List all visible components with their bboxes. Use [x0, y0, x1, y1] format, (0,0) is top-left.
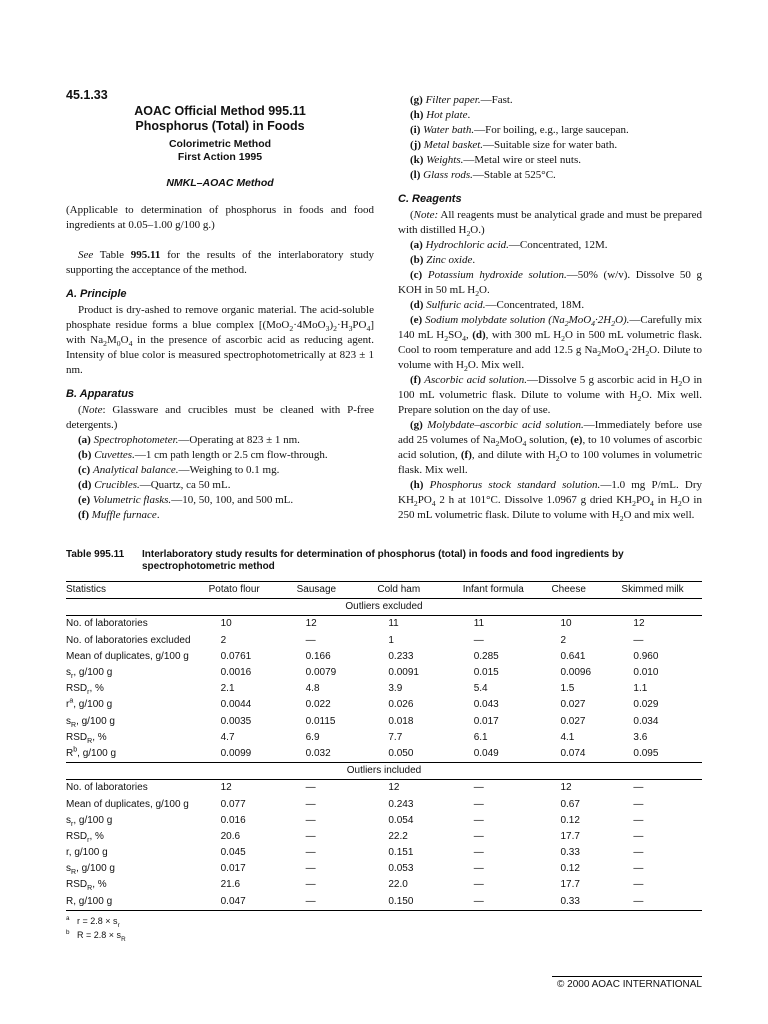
table-cell: 11 — [473, 618, 485, 630]
table-row — [66, 877, 702, 893]
table-cell: 4.1 — [560, 731, 575, 743]
table-cell: 0.0761 — [220, 650, 252, 662]
table-cell: — — [473, 895, 484, 907]
column-header: Statistics — [66, 584, 107, 596]
nmkl-label: NMKL–AOAC Method — [166, 177, 274, 189]
table-cell: — — [633, 830, 644, 842]
table-cell: 0.018 — [388, 715, 414, 727]
table-cell: 0.12 — [560, 863, 580, 875]
table-cell: 3.9 — [388, 683, 403, 695]
table-cell: — — [473, 830, 484, 842]
row-label: $RSD_r$, % — [66, 683, 104, 697]
table-cell: — — [305, 814, 316, 826]
table-cell: 22.0 — [388, 879, 408, 891]
row-label: No. of laboratories — [66, 618, 148, 630]
table-cell: 0.285 — [473, 650, 499, 662]
group-header-included: Outliers included — [66, 763, 702, 780]
table-row — [66, 829, 702, 845]
table-cell: 7.7 — [388, 731, 403, 743]
table-row — [66, 697, 702, 713]
row-label: $s_r$, g/100 g — [66, 814, 113, 828]
table-header-row — [66, 582, 702, 599]
table-cell: 17.7 — [560, 879, 580, 891]
method-status: First Action 1995 — [177, 151, 263, 163]
table-cell: 0.026 — [388, 699, 414, 711]
table-cell: 1 — [388, 634, 394, 646]
table-cell: 1.5 — [560, 683, 575, 695]
table-cell: 0.016 — [220, 814, 246, 826]
table-cell: 0.0044 — [220, 699, 252, 711]
reagents-heading: C. Reagents — [398, 193, 462, 205]
table-row — [66, 730, 702, 746]
method-header — [66, 104, 374, 189]
table-cell: 0.029 — [633, 699, 659, 711]
table-cell: 20.6 — [220, 830, 241, 842]
table-cell: 0.0091 — [388, 667, 419, 679]
table-cell: 0.054 — [388, 814, 414, 826]
table-row — [66, 714, 702, 730]
table-row — [66, 813, 702, 829]
table-cell: — — [305, 634, 316, 646]
method-subtitle: Phosphorus (Total) in Foods — [135, 119, 305, 133]
table-cell: — — [633, 814, 644, 826]
table-cell: — — [473, 863, 484, 875]
apparatus-item: (e) Volumetric flasks.—10, 50, 100, and 500 mL. — [78, 494, 294, 506]
row-label: Mean of duplicates, g/100 g — [66, 798, 189, 810]
row-label: $RSD_R$, % — [66, 879, 107, 893]
table-cell: — — [473, 847, 484, 859]
table-cell: — — [305, 798, 316, 810]
table-cell: 0.045 — [220, 847, 246, 859]
apparatus-item: (i) Water bath.—For boiling, e.g., large saucepan. — [410, 124, 629, 136]
table-cell: 0.047 — [220, 895, 246, 907]
table-cell: 0.0096 — [560, 667, 592, 679]
reagent-f: (f) Ascorbic acid solution.—Dissolve 5 g ascorbic acid in $H_2O$ in 100 mL volumetric flask. Dilute to volume with $H_2O$. Mix well. Prepare solution on the day of use. — [398, 374, 703, 416]
reagent-h: (h) Phosphorus stock standard solution.—1.0 mg P/mL. Dry $KH_2PO_4$ 2 h at 101°C. Dissolve 1.0967 g dried $KH_2PO_4$ in $H_2O$ in 250 mL volumetric flask. Dilute to volume with $H_2O$ and mix well. — [398, 479, 703, 524]
footnote-a: $^a$ $r = 2.8 \times s_r$ — [66, 914, 120, 929]
table-row — [66, 633, 702, 649]
table-cell: 10 — [560, 618, 572, 630]
reagent-c: (c) Potassium hydroxide solution.—50% (w/v). Dissolve 50 g KOH in 50 mL $H_2O$. — [398, 269, 702, 299]
row-label: $r^a$, g/100 g — [66, 698, 113, 711]
table-caption-text: Interlaboratory study results for determination of phosphorus (total) in foods and food ingredients by spectrophotometric method — [142, 549, 624, 572]
table-cell: 12 — [305, 618, 317, 630]
table-cell: 0.243 — [388, 798, 414, 810]
table-body-excluded — [66, 599, 702, 763]
table-cell: 0.032 — [305, 747, 331, 759]
table-cell: — — [633, 782, 644, 794]
table-cell: — — [633, 847, 644, 859]
table-cell: 0.017 — [220, 863, 246, 875]
table-cell: 0.33 — [560, 895, 580, 907]
reagent-g: (g) Molybdate–ascorbic acid solution.—Immediately before use add 25 volumes of $Na_2MoO_4$ solution, (e), to 10 volumes of ascorbic acid solution, (f), and dilute with $H_2O$ to 100 volumes in volumetric flask. Mix well. — [398, 419, 703, 476]
right-column — [398, 93, 702, 523]
table-footnotes — [66, 914, 702, 942]
table-cell: 0.0016 — [220, 667, 252, 679]
table-cell: 0.049 — [473, 747, 499, 759]
table-cell: 6.9 — [305, 731, 320, 743]
method-technique: Colorimetric Method — [168, 138, 272, 150]
table-cell: 0.027 — [560, 699, 586, 711]
table-cell: 0.043 — [473, 699, 499, 711]
table-cell: 0.034 — [633, 715, 659, 727]
reagent-a: (a) Hydrochloric acid.—Concentrated, 12M. — [410, 239, 608, 251]
table-cell: 0.151 — [388, 847, 414, 859]
table-cell: 22.2 — [388, 830, 408, 842]
row-label: $R^b$, g/100 g — [66, 746, 117, 759]
table-cell: 12 — [633, 618, 645, 630]
table-cell: — — [473, 879, 484, 891]
apparatus-item: (k) Weights.—Metal wire or steel nuts. — [410, 154, 582, 166]
table-row — [66, 665, 702, 681]
table-cell: 0.095 — [633, 747, 659, 759]
table-cell: — — [305, 847, 316, 859]
apparatus-item: (g) Filter paper.—Fast. — [410, 94, 513, 106]
table-cell: — — [473, 814, 484, 826]
apparatus-heading: B. Apparatus — [66, 388, 135, 400]
table-cell: 0.0099 — [220, 747, 252, 759]
table-cell: 12 — [388, 782, 400, 794]
table-row — [66, 780, 702, 797]
row-label: R, g/100 g — [66, 895, 113, 907]
table-cell: — — [305, 895, 316, 907]
table-cell: 0.0115 — [305, 715, 336, 727]
table-row — [66, 796, 702, 812]
column-header: Potato flour — [208, 584, 260, 596]
table-cell: 0.233 — [388, 650, 414, 662]
table-cell: 5.4 — [473, 683, 488, 695]
row-label: $RSD_R$, % — [66, 731, 107, 745]
table-cell: — — [633, 863, 644, 875]
apparatus-item: (b) Cuvettes.—1 cm path length or 2.5 cm flow-through. — [78, 449, 328, 461]
table-row — [66, 681, 702, 697]
table-cell: 4.7 — [220, 731, 235, 743]
table-cell: 0.960 — [633, 650, 659, 662]
reagent-b: (b) Zinc oxide. — [410, 254, 476, 266]
table-cell: — — [633, 634, 644, 646]
table-cell: — — [473, 798, 484, 810]
table-cell: 3.6 — [633, 731, 648, 743]
row-label: No. of laboratories excluded — [66, 634, 191, 646]
table-row — [66, 845, 702, 861]
table-cell: 0.053 — [388, 863, 414, 875]
table-cell: 10 — [220, 618, 232, 630]
results-table-area — [66, 549, 702, 942]
table-cell: 0.050 — [388, 747, 414, 759]
table-cell: 0.017 — [473, 715, 499, 727]
table-cell: — — [473, 634, 484, 646]
section-number: 45.1.33 — [66, 88, 108, 102]
table-cell: 1.1 — [633, 683, 648, 695]
apparatus-item: (f) Muffle furnace. — [78, 509, 160, 521]
table-row — [66, 616, 702, 633]
column-header: Cheese — [551, 584, 586, 596]
table-cell: 11 — [388, 618, 399, 630]
table-body-included — [66, 763, 702, 911]
row-label: $s_r$, g/100 g — [66, 667, 113, 681]
copyright-footer: © 2000 AOAC INTERNATIONAL — [552, 976, 702, 990]
applicability-text: (Applicable to determination of phosphorus in foods and food ingredients at 0.05–1.00 g/100 g.) — [66, 204, 374, 231]
row-label: $RSD_r$, % — [66, 830, 104, 844]
apparatus-item: (l) Glass rods.—Stable at 525°C. — [410, 169, 556, 181]
table-caption — [66, 549, 702, 573]
principle-text: Product is dry-ashed to remove organic material. The acid-soluble phosphate residue forms a blue complex $[(MoO_2\cdot 4MoO_3)_2\cdot H_3PO_4]$ with $Na_2M_0O_4$ in the presence of ascorbic acid as reducing agent. Intensity of blue color is measured spectrophotometrically at 823 ± 1 nm. — [66, 304, 374, 376]
reagent-d: (d) Sulfuric acid.—Concentrated, 18M. — [410, 299, 585, 311]
reagent-e: (e) Sodium molybdate solution $(Na_2MoO_4\cdot 2H_2O).—Carefully$ mix 140 mL $H_2SO_4$, (d), with 300 mL $H_2O$ in 500 mL volumetric flask. Cool to room temperature and add 12.5 g $Na_2MoO_4\cdot 2H_2O$. Dilute to volume with $H_2O$. Mix well. — [398, 314, 703, 374]
table-cell: 0.074 — [560, 747, 586, 759]
table-row — [66, 746, 702, 763]
table-cell: — — [633, 879, 644, 891]
table-row — [66, 861, 702, 877]
table-row — [66, 894, 702, 911]
reagents-note: (Note: All reagents must be analytical grade and must be prepared with distilled $H_2O$.) — [398, 209, 702, 239]
table-cell: 0.077 — [220, 798, 246, 810]
apparatus-note: (Note: Glassware and crucibles must be cleaned with P-free detergents.) — [66, 404, 374, 431]
table-cell: 6.1 — [473, 731, 488, 743]
table-cell: — — [473, 782, 484, 794]
row-label: Mean of duplicates, g/100 g — [66, 650, 189, 662]
table-cell: 0.12 — [560, 814, 580, 826]
table-cell: 12 — [220, 782, 232, 794]
table-cell: 0.015 — [473, 667, 499, 679]
column-header: Sausage — [296, 584, 337, 596]
left-column — [66, 88, 374, 523]
table-cell: 0.027 — [560, 715, 586, 727]
table-cell: — — [305, 863, 316, 875]
column-header: Skimmed milk — [621, 584, 684, 596]
table-cell: 4.8 — [305, 683, 320, 695]
table-label: Table 995.11 — [66, 549, 125, 560]
table-cell: 0.641 — [560, 650, 586, 662]
table-cell: 17.7 — [560, 830, 580, 842]
table-cell: — — [305, 879, 316, 891]
table-cell: 0.33 — [560, 847, 580, 859]
table-cell: 2.1 — [220, 683, 235, 695]
apparatus-item: (h) Hot plate. — [410, 109, 471, 121]
apparatus-item: (c) Analytical balance.—Weighing to 0.1 mg. — [78, 464, 280, 476]
apparatus-item: (d) Crucibles.—Quartz, ca 50 mL. — [78, 479, 231, 491]
group-header-excluded: Outliers excluded — [66, 599, 702, 616]
table-cell: 0.150 — [388, 895, 414, 907]
table-cell: — — [305, 830, 316, 842]
row-label: $s_R$, g/100 g — [66, 863, 115, 877]
row-label: r, g/100 g — [66, 847, 108, 859]
column-header: Infant formula — [462, 584, 524, 596]
table-cell: 0.010 — [633, 667, 659, 679]
apparatus-item: (j) Metal basket.—Suitable size for water bath. — [410, 139, 618, 151]
column-header: Cold ham — [377, 584, 421, 596]
footnote-b: $^b$ $R = 2.8 \times s_R$ — [66, 928, 126, 943]
table-cell: 21.6 — [220, 879, 241, 891]
apparatus-item: (a) Spectrophotometer.—Operating at 823 ± 1 nm. — [78, 434, 300, 446]
table-cell: — — [633, 798, 644, 810]
table-cell: 0.166 — [305, 650, 331, 662]
table-cell: — — [305, 782, 316, 794]
table-cell: 2 — [220, 634, 227, 646]
table-row — [66, 649, 702, 665]
table-cell: 12 — [560, 782, 572, 794]
table-cell: 0.0035 — [220, 715, 252, 727]
row-label: $s_R$, g/100 g — [66, 715, 115, 729]
table-cell: 2 — [560, 634, 567, 646]
table-cell: 0.0079 — [305, 667, 337, 679]
results-table — [66, 581, 702, 911]
table-cell: 0.022 — [305, 699, 331, 711]
see-table-text: See Table 995.11 for the results of the interlaboratory study supporting the acceptance of the method. — [66, 249, 374, 276]
method-title: AOAC Official Method 995.11 — [134, 104, 306, 118]
row-label: No. of laboratories — [66, 782, 148, 794]
apparatus-list-left — [66, 433, 374, 523]
principle-heading: A. Principle — [66, 288, 127, 300]
table-cell: 0.67 — [560, 798, 580, 810]
table-cell: — — [633, 895, 644, 907]
